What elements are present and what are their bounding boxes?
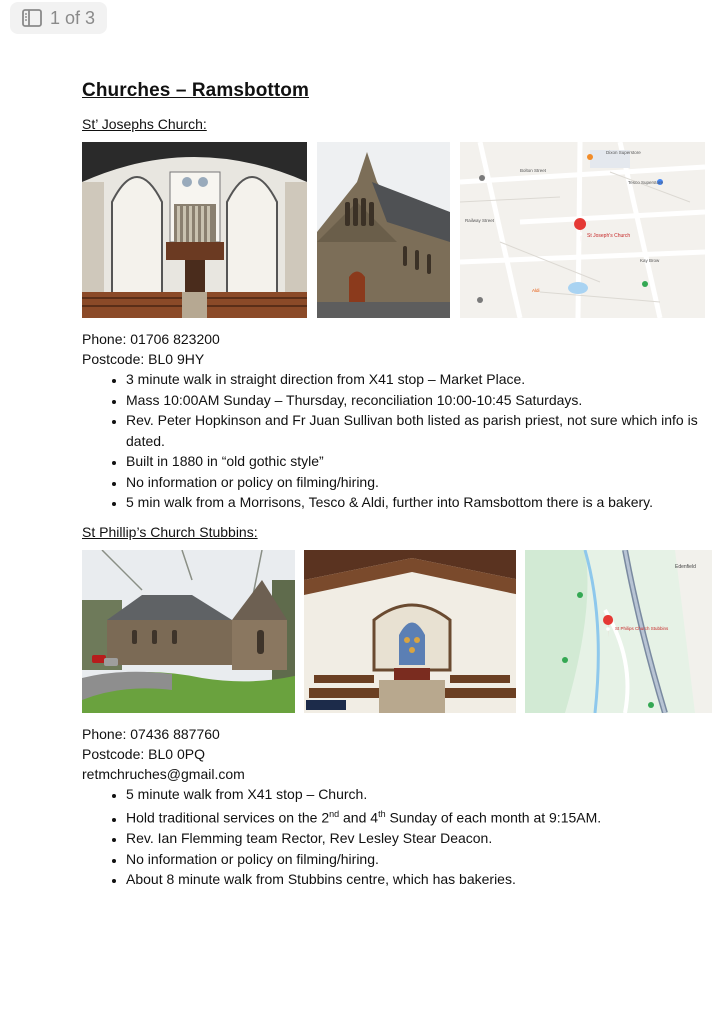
list-item: • Rev. Peter Hopkinson and Fr Juan Sullivan both listed as parish priest, not sure which info is dated. xyxy=(126,410,712,451)
document-content xyxy=(82,78,712,890)
list-item: • 5 minute walk from X41 stop – Church. xyxy=(126,784,712,805)
location-map xyxy=(460,142,705,318)
location-map xyxy=(525,550,712,713)
phone-text: Phone: 07436 887760 xyxy=(82,725,220,742)
list-item: • No information or policy on filming/hiring. xyxy=(126,849,712,870)
church-images-row xyxy=(82,550,712,713)
phone-text: Phone: 01706 823200 xyxy=(82,331,220,347)
contact-info xyxy=(82,329,712,369)
email-text: retmchruches@gmail.com xyxy=(82,765,245,782)
list-item: • Hold traditional services on the 2nd and 4th Sunday of each month at 9:15AM. xyxy=(126,804,712,828)
list-item: • 3 minute walk in straight direction from X41 stop – Market Place. xyxy=(126,369,712,390)
document-title: Churches – Ramsbottom xyxy=(82,80,309,101)
list-item: • Rev. Ian Flemming team Rector, Rev Lesley Stear Deacon. xyxy=(126,828,712,849)
church-heading-st-josephs: St’ Josephs Church: xyxy=(82,116,207,132)
map-label: St Philips Church Stubbins xyxy=(615,625,669,631)
page-indicator[interactable] xyxy=(10,2,107,34)
map-label: Aldi xyxy=(532,288,540,293)
contact-info xyxy=(82,724,712,784)
list-item: • 5 min walk from a Morrisons, Tesco & Aldi, further into Ramsbottom there is a bakery. xyxy=(126,492,712,513)
list-item: • Mass 10:00AM Sunday – Thursday, reconciliation 10:00-10:45 Saturdays. xyxy=(126,390,712,411)
church-images-row xyxy=(82,142,712,318)
details-list xyxy=(82,369,712,513)
map-label: Tesco Superstore xyxy=(628,180,664,185)
details-list xyxy=(82,784,712,890)
map-label: Edenfield xyxy=(675,563,697,570)
church-interior-photo xyxy=(304,550,516,713)
church-interior-photo xyxy=(82,142,307,318)
page-count-text: 1 of 3 xyxy=(50,7,96,28)
map-label: Bolton Street xyxy=(520,168,547,173)
postcode-text: Postcode: BL0 0PQ xyxy=(82,745,205,762)
map-label: St Joseph's Church xyxy=(587,233,631,239)
sidebar-panel-icon xyxy=(22,9,42,27)
postcode-text: Postcode: BL0 9HY xyxy=(82,351,205,367)
map-label: Kay Brow xyxy=(640,258,660,263)
map-label: Dixon Superstore xyxy=(606,150,641,155)
church-heading-st-phillips: St Phillip’s Church Stubbins: xyxy=(82,523,258,540)
list-item: • No information or policy on filming/hiring. xyxy=(126,472,712,493)
map-label: Railway Street xyxy=(465,218,495,223)
list-item: • Built in 1880 in “old gothic style” xyxy=(126,451,712,472)
church-exterior-photo xyxy=(82,550,295,713)
church-exterior-photo xyxy=(317,142,450,318)
list-item: • About 8 minute walk from Stubbins centre, which has bakeries. xyxy=(126,869,712,890)
